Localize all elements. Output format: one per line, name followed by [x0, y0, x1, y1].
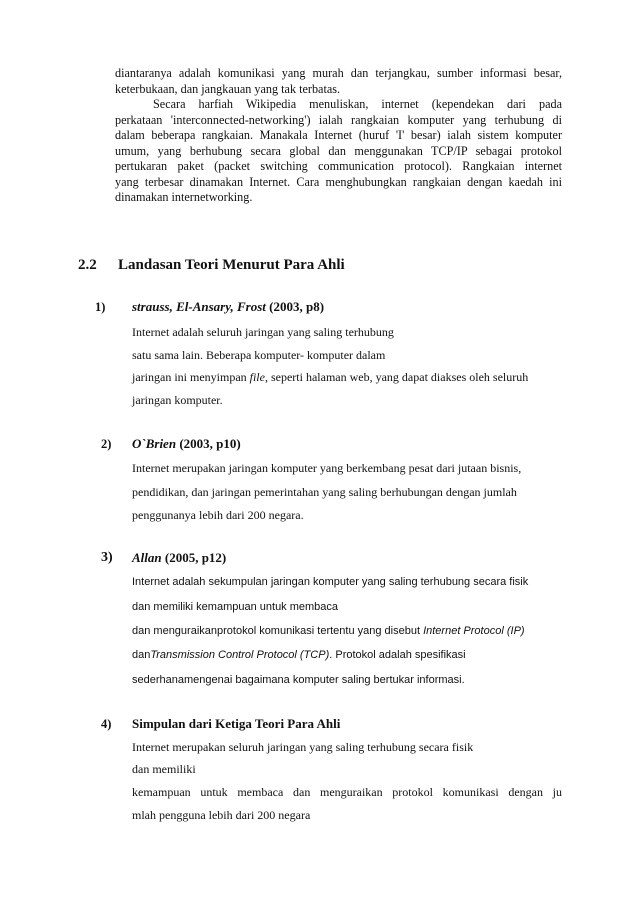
item-number: 3)	[101, 550, 113, 565]
item-line: kemampuan untuk membaca dan menguraikan protokol komunikasi dengan ju	[132, 785, 562, 799]
section-number: 2.2	[78, 257, 97, 273]
item-number: 1)	[95, 300, 106, 314]
item-line: pendidikan, dan jaringan pemerintahan yang saling berhubungan dengan jumlah	[132, 485, 517, 499]
italic-term: file	[249, 370, 265, 384]
item-line	[132, 649, 466, 661]
intro-line: yang terbesar dinamakan Internet. Cara menghubungkan rangkaian dengan kaedah ini	[115, 174, 562, 189]
item-line: Internet merupakan jaringan komputer yang berkembang pesat dari jutaan bisnis,	[132, 461, 522, 475]
item-number: 4)	[101, 717, 112, 731]
intro-line: dinamakan internetworking.	[115, 190, 253, 204]
italic-term: Internet Protocol (IP)	[423, 625, 525, 637]
item-line	[132, 625, 525, 637]
item-title	[132, 550, 226, 566]
item-line: penggunanya lebih dari 200 negara.	[132, 508, 304, 522]
intro-line: Secara harfiah Wikipedia menuliskan, internet (kependekan dari pada	[153, 97, 562, 111]
line-text: dan	[132, 649, 151, 661]
item-title	[132, 436, 241, 452]
item-author: O`Brien	[132, 436, 177, 451]
intro-line: diantaranya adalah komunikasi yang murah dan terjangkau, sumber informasi besar,	[115, 66, 562, 80]
intro-line: pertukaran paket (packet switching communication protocol). Rangkaian internet	[115, 159, 562, 173]
intro-paragraph	[115, 66, 562, 206]
item-line: mlah pengguna lebih dari 200 negara	[132, 808, 311, 822]
item-line	[132, 370, 528, 385]
item-line: Internet adalah seluruh jaringan yang saling terhubung	[132, 325, 394, 339]
line-text: jaringan ini menyimpan	[132, 370, 250, 384]
intro-line: keterbukaan, dan jangkauan yang tak terbatas.	[115, 81, 341, 96]
item-line: jaringan komputer.	[132, 393, 223, 407]
item-number: 2)	[101, 437, 112, 451]
item-author: strauss, El-Ansary, Frost	[132, 299, 266, 314]
item-title	[132, 299, 324, 315]
line-text: . Protokol adalah spesifikasi	[329, 649, 466, 661]
item-line: satu sama lain. Beberapa komputer- komputer dalam	[132, 348, 386, 362]
line-text: , seperti halaman web, yang dapat diakses oleh seluruh	[264, 370, 529, 384]
item-title	[132, 716, 340, 732]
item-citation: (2003, p8)	[269, 299, 325, 314]
item-line: Internet merupakan seluruh jaringan yang saling terhubung secara fisik	[132, 740, 474, 754]
item-line: Internet adalah sekumpulan jaringan komputer yang saling terhubung secara fisik	[132, 576, 529, 588]
line-text: dan menguraikanprotokol komunikasi tertentu yang disebut	[132, 625, 424, 637]
intro-line: dalam beberapa rangkaian. Manakala Internet (huruf 'I' besar) ialah sistem komputer	[115, 128, 562, 142]
intro-line: perkataan 'interconnected-networking') ialah rangkaian komputer yang terhubung di	[115, 112, 562, 127]
section-title: Landasan Teori Menurut Para Ahli	[118, 257, 345, 273]
item-line: sederhanamengenai bagaimana komputer saling bertukar informasi.	[132, 674, 465, 686]
item-citation: (2003, p10)	[179, 436, 241, 451]
item-line: dan memiliki kemampuan untuk membaca	[132, 601, 339, 613]
item-author: Allan	[132, 550, 162, 565]
item-heading: Simpulan dari Ketiga Teori Para Ahli	[132, 716, 341, 731]
item-citation: (2005, p12)	[164, 550, 227, 565]
item-line: dan memiliki	[132, 762, 196, 776]
intro-line: umum, yang berhubung secara global dan menggunakan TCP/IP sebagai protokol	[115, 143, 562, 158]
italic-term: Transmission Control Protocol (TCP)	[150, 649, 330, 661]
